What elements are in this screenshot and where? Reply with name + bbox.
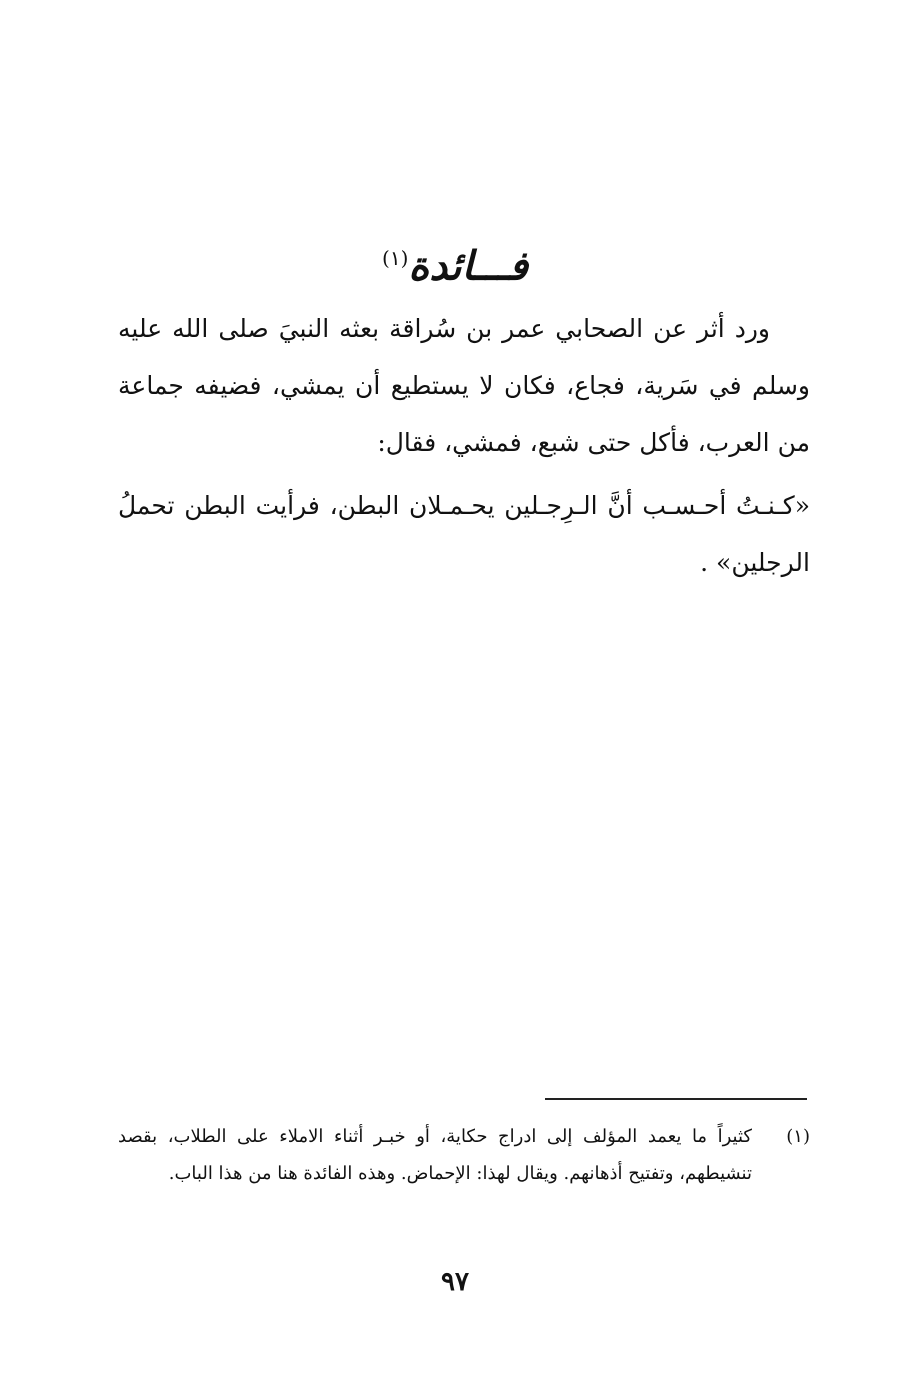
page-number: ٩٧ xyxy=(441,1267,469,1297)
main-text xyxy=(118,300,810,591)
heading-footnote-marker: (١) xyxy=(382,246,409,270)
footnote-divider xyxy=(545,1098,807,1100)
footnote-text: كثيراً ما يعمد المؤلف إلى ادراج حكاية، أو خبـر أثناء الاملاء على الطلاب، بقصد تنشيطهم، وتفتيح أذهانهم. ويقال لهذا: الإحماض. وهذه الفائدة هنا من هذا الباب. xyxy=(118,1126,752,1184)
quoted-saying: «كـنـتُ أحـسـب أنَّ الـرِجـلين يحـمـلان البطن، فرأيت البطن تحملُ الرجلين» . xyxy=(118,491,810,577)
footnote-number: (١) xyxy=(786,1126,810,1147)
footnote xyxy=(118,1118,810,1192)
heading-title: فـــائدة xyxy=(408,242,528,290)
page-heading xyxy=(0,228,910,296)
body-paragraph: ورد أثر عن الصحابي عمر بن سُراقة بعثه النبيَ صلى الله عليه وسلم في سَرية، فجاع، فكان لا يستطيع أن يمشي، فضيفه جماعة من العرب، فأكل حتى شبع، فمشي، فقال: xyxy=(118,314,810,457)
